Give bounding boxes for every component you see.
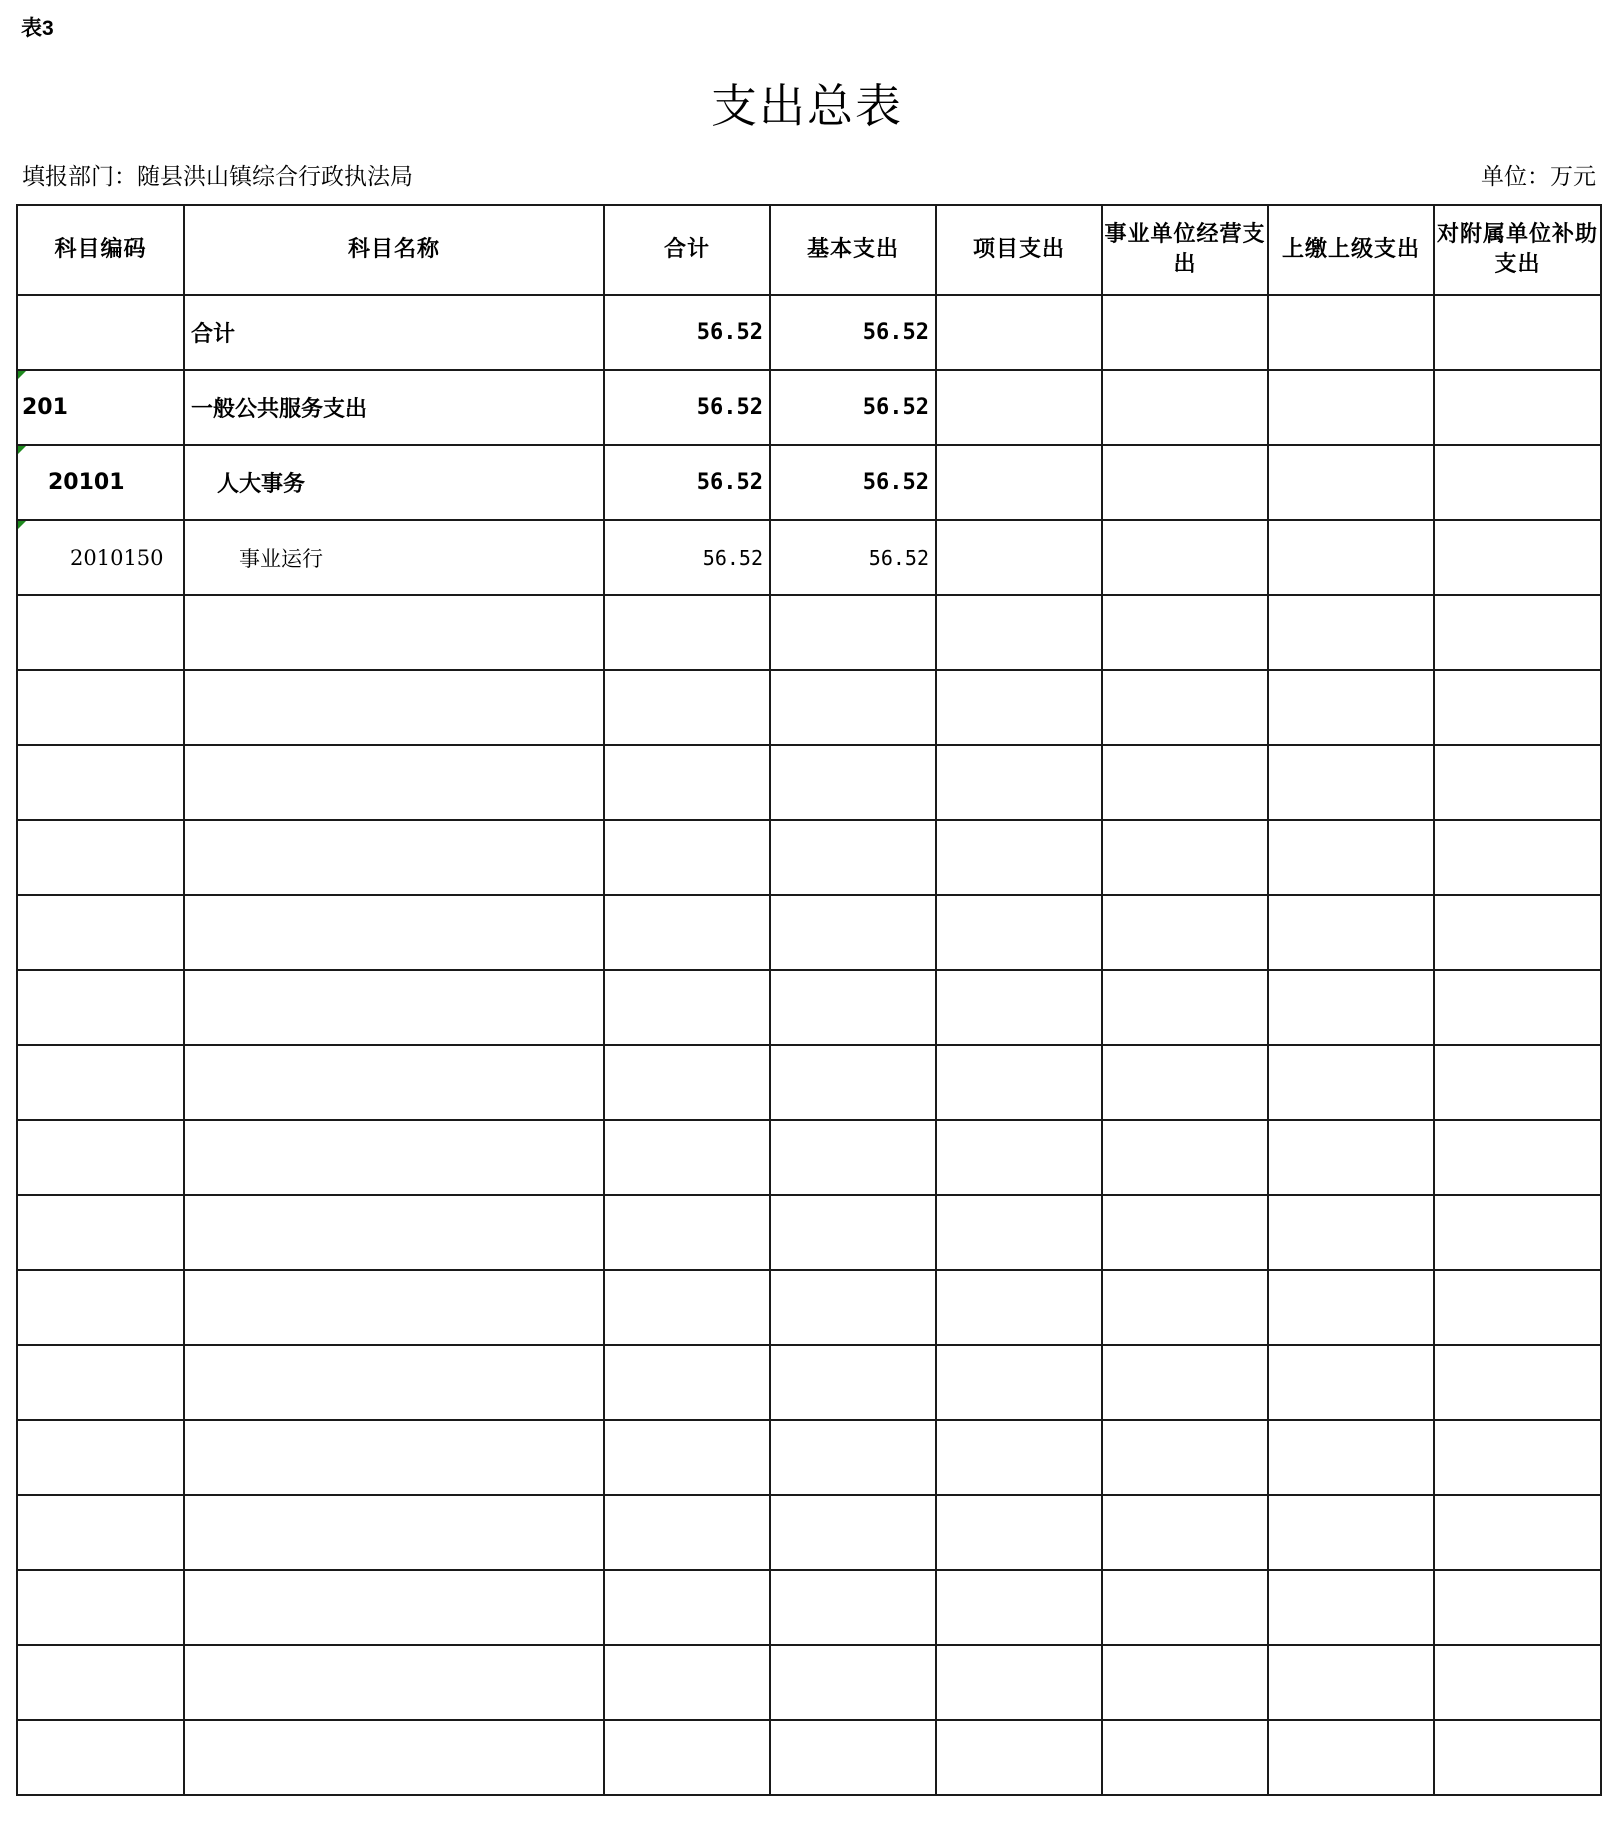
cell-upper — [1268, 520, 1434, 595]
col-header-upper: 上缴上级支出 — [1268, 205, 1434, 295]
page-title: 支出总表 — [711, 79, 903, 133]
blank-cell — [604, 1270, 770, 1345]
blank-cell — [17, 1345, 184, 1420]
blank-cell — [184, 670, 604, 745]
cell-business — [1102, 445, 1268, 520]
blank-cell — [184, 1645, 604, 1720]
blank-cell — [936, 670, 1102, 745]
col-header-business: 事业单位经营支出 — [1102, 205, 1268, 295]
blank-row — [17, 1045, 1601, 1120]
cell-code-text: 201 — [22, 395, 68, 420]
blank-cell — [184, 1495, 604, 1570]
blank-cell — [17, 745, 184, 820]
blank-cell — [184, 745, 604, 820]
cell-code — [17, 445, 184, 520]
blank-cell — [1434, 595, 1601, 670]
blank-cell — [1268, 895, 1434, 970]
blank-cell — [1102, 1045, 1268, 1120]
department-label: 填报部门：随县洪山镇综合行政执法局 — [22, 164, 413, 190]
blank-cell — [1434, 1570, 1601, 1645]
blank-cell — [184, 1270, 604, 1345]
unit-label: 单位：万元 — [1481, 164, 1596, 190]
blank-cell — [604, 970, 770, 1045]
blank-cell — [936, 1045, 1102, 1120]
blank-row — [17, 820, 1601, 895]
meta-row — [22, 158, 1596, 190]
cell-code-text: 20101 — [48, 470, 125, 495]
cell-project — [936, 370, 1102, 445]
blank-cell — [604, 1420, 770, 1495]
col-header-code: 科目编码 — [17, 205, 184, 295]
blank-row — [17, 1195, 1601, 1270]
blank-cell — [17, 670, 184, 745]
header-row — [17, 205, 1601, 295]
blank-cell — [604, 745, 770, 820]
blank-cell — [1268, 1195, 1434, 1270]
table-row-total — [17, 295, 1601, 370]
blank-cell — [770, 670, 936, 745]
blank-cell — [1102, 1645, 1268, 1720]
blank-cell — [770, 1045, 936, 1120]
blank-cell — [1434, 1720, 1601, 1795]
blank-cell — [1434, 670, 1601, 745]
blank-cell — [17, 1570, 184, 1645]
blank-row — [17, 1120, 1601, 1195]
blank-row — [17, 970, 1601, 1045]
cell-business — [1102, 370, 1268, 445]
blank-cell — [184, 970, 604, 1045]
blank-cell — [1102, 1570, 1268, 1645]
blank-cell — [1434, 895, 1601, 970]
col-header-subsidy: 对附属单位补助支出 — [1434, 205, 1601, 295]
blank-cell — [604, 670, 770, 745]
blank-cell — [184, 1420, 604, 1495]
blank-cell — [1268, 670, 1434, 745]
col-header-name: 科目名称 — [184, 205, 604, 295]
blank-cell — [936, 1570, 1102, 1645]
cell-total: 56.52 — [604, 445, 770, 520]
blank-cell — [1268, 1345, 1434, 1420]
blank-cell — [184, 1120, 604, 1195]
blank-cell — [1268, 595, 1434, 670]
blank-cell — [1434, 970, 1601, 1045]
blank-cell — [184, 595, 604, 670]
blank-cell — [1268, 745, 1434, 820]
blank-cell — [184, 1345, 604, 1420]
blank-cell — [770, 1645, 936, 1720]
blank-cell — [770, 1345, 936, 1420]
blank-cell — [604, 1645, 770, 1720]
blank-cell — [604, 1195, 770, 1270]
blank-cell — [1268, 1645, 1434, 1720]
blank-row — [17, 1570, 1601, 1645]
cell-name: 一般公共服务支出 — [184, 370, 604, 445]
blank-cell — [1268, 1720, 1434, 1795]
blank-cell — [604, 595, 770, 670]
blank-cell — [604, 895, 770, 970]
blank-row — [17, 670, 1601, 745]
blank-cell — [1102, 1720, 1268, 1795]
cell-project — [936, 445, 1102, 520]
blank-row — [17, 1720, 1601, 1795]
blank-cell — [1434, 1045, 1601, 1120]
blank-cell — [936, 1195, 1102, 1270]
blank-cell — [17, 595, 184, 670]
cell-subsidy — [1434, 445, 1601, 520]
blank-cell — [1268, 1270, 1434, 1345]
blank-cell — [17, 1195, 184, 1270]
blank-cell — [936, 895, 1102, 970]
cell-total: 56.52 — [604, 370, 770, 445]
blank-cell — [184, 1045, 604, 1120]
blank-cell — [1434, 745, 1601, 820]
blank-row — [17, 895, 1601, 970]
blank-cell — [17, 1120, 184, 1195]
expense-table — [16, 204, 1602, 1796]
blank-cell — [1434, 1120, 1601, 1195]
cell-code — [17, 520, 184, 595]
blank-cell — [1268, 1495, 1434, 1570]
blank-row — [17, 1345, 1601, 1420]
cell-code — [17, 295, 184, 370]
blank-cell — [1102, 745, 1268, 820]
blank-cell — [770, 1420, 936, 1495]
blank-cell — [604, 1120, 770, 1195]
cell-basic: 56.52 — [770, 370, 936, 445]
cell-name: 事业运行 — [184, 520, 604, 595]
blank-cell — [1268, 820, 1434, 895]
blank-cell — [17, 895, 184, 970]
col-header-total: 合计 — [604, 205, 770, 295]
blank-cell — [1102, 820, 1268, 895]
blank-cell — [604, 1345, 770, 1420]
blank-cell — [184, 1195, 604, 1270]
blank-cell — [1268, 1045, 1434, 1120]
blank-cell — [770, 1495, 936, 1570]
table-label: 表3 — [21, 17, 54, 40]
blank-cell — [604, 1495, 770, 1570]
blank-cell — [604, 820, 770, 895]
blank-cell — [770, 1195, 936, 1270]
blank-cell — [17, 1645, 184, 1720]
blank-cell — [1102, 1120, 1268, 1195]
blank-cell — [1102, 895, 1268, 970]
blank-cell — [17, 1495, 184, 1570]
blank-cell — [184, 1720, 604, 1795]
blank-cell — [1268, 1570, 1434, 1645]
cell-name: 人大事务 — [184, 445, 604, 520]
blank-cell — [1434, 1345, 1601, 1420]
cell-basic: 56.52 — [770, 445, 936, 520]
blank-cell — [1102, 1195, 1268, 1270]
text-format-marker — [18, 521, 26, 529]
blank-cell — [1102, 1420, 1268, 1495]
cell-upper — [1268, 445, 1434, 520]
cell-name: 合计 — [184, 295, 604, 370]
blank-row — [17, 595, 1601, 670]
blank-cell — [936, 595, 1102, 670]
cell-subsidy — [1434, 520, 1601, 595]
blank-cell — [770, 970, 936, 1045]
blank-cell — [184, 1570, 604, 1645]
blank-cell — [936, 820, 1102, 895]
cell-code — [17, 370, 184, 445]
blank-cell — [770, 745, 936, 820]
blank-cell — [1434, 1495, 1601, 1570]
text-format-marker — [18, 446, 26, 454]
table-row — [17, 370, 1601, 445]
cell-total: 56.52 — [604, 520, 770, 595]
blank-cell — [17, 1270, 184, 1345]
table-row — [17, 445, 1601, 520]
blank-cell — [1102, 970, 1268, 1045]
cell-upper — [1268, 295, 1434, 370]
col-header-basic: 基本支出 — [770, 205, 936, 295]
cell-subsidy — [1434, 295, 1601, 370]
cell-upper — [1268, 370, 1434, 445]
blank-rows — [17, 595, 1601, 1795]
blank-cell — [604, 1570, 770, 1645]
blank-cell — [17, 1045, 184, 1120]
cell-basic: 56.52 — [770, 295, 936, 370]
blank-cell — [770, 1120, 936, 1195]
cell-basic: 56.52 — [770, 520, 936, 595]
blank-cell — [936, 1720, 1102, 1795]
blank-cell — [936, 1420, 1102, 1495]
text-format-marker — [18, 371, 26, 379]
blank-cell — [770, 1270, 936, 1345]
blank-cell — [770, 895, 936, 970]
blank-cell — [184, 895, 604, 970]
blank-cell — [770, 820, 936, 895]
blank-cell — [770, 595, 936, 670]
blank-row — [17, 1495, 1601, 1570]
cell-project — [936, 520, 1102, 595]
table-row — [17, 520, 1601, 595]
blank-cell — [936, 1270, 1102, 1345]
blank-cell — [1434, 820, 1601, 895]
blank-cell — [604, 1045, 770, 1120]
blank-cell — [936, 970, 1102, 1045]
cell-subsidy — [1434, 370, 1601, 445]
blank-cell — [1268, 1420, 1434, 1495]
blank-cell — [770, 1570, 936, 1645]
blank-cell — [1102, 1345, 1268, 1420]
blank-cell — [936, 1645, 1102, 1720]
blank-cell — [1268, 1120, 1434, 1195]
blank-cell — [1434, 1270, 1601, 1345]
blank-cell — [604, 1720, 770, 1795]
blank-row — [17, 745, 1601, 820]
blank-cell — [17, 1720, 184, 1795]
blank-cell — [1102, 1270, 1268, 1345]
cell-code-text: 2010150 — [70, 545, 164, 570]
blank-cell — [1434, 1195, 1601, 1270]
blank-row — [17, 1645, 1601, 1720]
blank-cell — [17, 970, 184, 1045]
blank-cell — [1434, 1645, 1601, 1720]
blank-cell — [1102, 1495, 1268, 1570]
blank-row — [17, 1270, 1601, 1345]
blank-row — [17, 1420, 1601, 1495]
blank-cell — [1434, 1420, 1601, 1495]
blank-cell — [936, 745, 1102, 820]
blank-cell — [770, 1720, 936, 1795]
cell-business — [1102, 520, 1268, 595]
blank-cell — [184, 820, 604, 895]
col-header-project: 项目支出 — [936, 205, 1102, 295]
blank-cell — [936, 1495, 1102, 1570]
blank-cell — [936, 1120, 1102, 1195]
blank-cell — [1102, 670, 1268, 745]
blank-cell — [1268, 970, 1434, 1045]
blank-cell — [17, 820, 184, 895]
cell-business — [1102, 295, 1268, 370]
blank-cell — [936, 1345, 1102, 1420]
blank-cell — [17, 1420, 184, 1495]
cell-project — [936, 295, 1102, 370]
cell-total: 56.52 — [604, 295, 770, 370]
blank-cell — [1102, 595, 1268, 670]
